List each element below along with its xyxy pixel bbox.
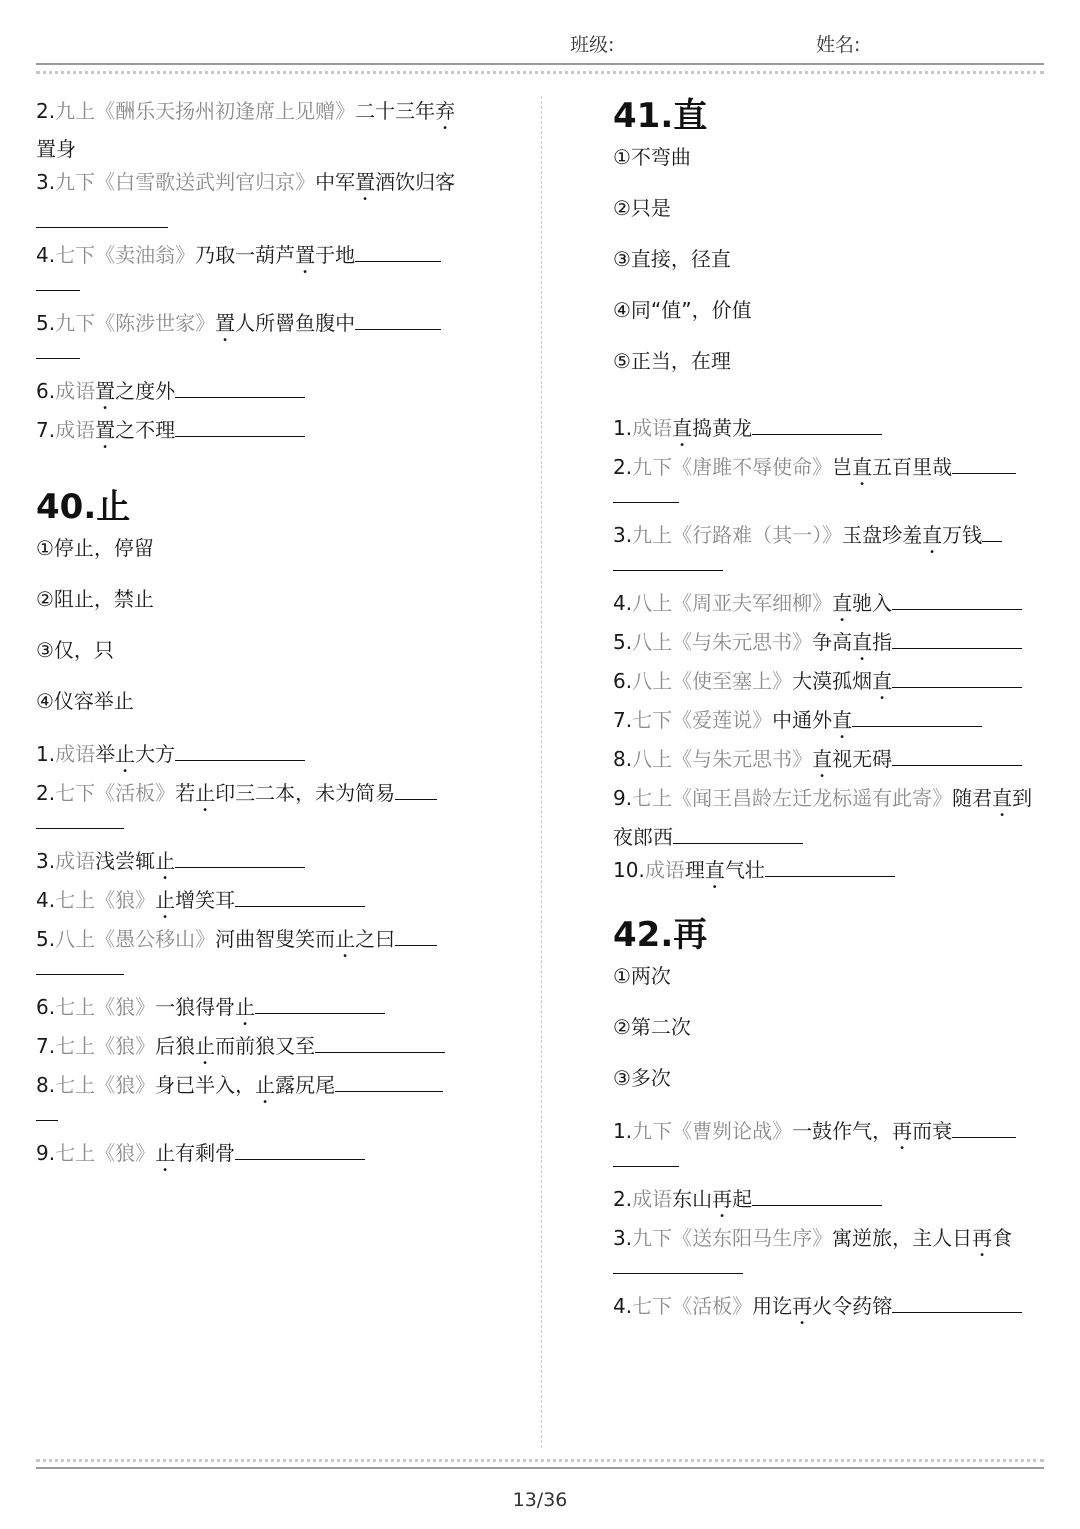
answer-blank[interactable] (395, 781, 437, 800)
right-column (613, 96, 1047, 1329)
page-header (36, 0, 1044, 78)
answer-blank-continued[interactable] (36, 1108, 58, 1121)
answer-blank[interactable] (752, 416, 882, 435)
question-item: 5.八上《愚公移山》河曲智叟笑而止之曰 (36, 923, 470, 962)
answer-blank[interactable] (255, 995, 385, 1014)
footer-rule (36, 1467, 1044, 1469)
answer-blank-continued[interactable] (36, 962, 124, 975)
answer-blank[interactable] (235, 1141, 365, 1160)
question-item: 2.九上《酬乐天扬州初逢席上见赠》二十三年弃置身 (36, 99, 456, 161)
header-dotted-rule (36, 71, 1044, 74)
answer-blank[interactable] (892, 591, 1022, 610)
answer-blank[interactable] (235, 888, 365, 907)
answer-blank[interactable] (355, 311, 441, 330)
answer-blank-continued[interactable] (36, 816, 124, 829)
sense-item: ③仅，只 (36, 637, 114, 662)
question-item: 4.七下《活板》用讫再火令药镕 (613, 1290, 1047, 1329)
section-title: 42.再 (613, 914, 708, 955)
sense-item: ④仪容举止 (36, 688, 134, 713)
answer-blank[interactable] (952, 455, 1016, 474)
sense-item: ②第二次 (613, 1014, 691, 1039)
answer-blank[interactable] (982, 523, 1002, 542)
answer-blank[interactable] (175, 379, 305, 398)
column-divider (541, 96, 542, 1448)
sense-item: ②只是 (613, 195, 671, 220)
question-item: 1.成语举止大方 (36, 738, 470, 777)
question-item: 6.八上《使至塞上》大漠孤烟直 (613, 665, 1047, 704)
sense-item: ②阻止，禁止 (36, 586, 154, 611)
question-item: 1.成语直捣黄龙 (613, 412, 1047, 451)
sense-item: ③直接，径直 (613, 246, 731, 271)
left-column (36, 96, 470, 1176)
answer-blank[interactable] (765, 858, 895, 877)
answer-blank-continued[interactable] (36, 346, 80, 359)
question-item: 7.七上《狼》后狼止而前狼又至 (36, 1030, 470, 1069)
question-item: 1.九下《曹刿论战》一鼓作气，再而衰 (613, 1115, 1047, 1154)
question-item: 5.九下《陈涉世家》置人所罾鱼腹中 (36, 307, 470, 346)
question-item: 8.八上《与朱元思书》直视无碍 (613, 743, 1047, 782)
answer-blank[interactable] (355, 243, 441, 262)
page-number: 13/36 (512, 1489, 568, 1511)
answer-blank[interactable] (175, 849, 305, 868)
question-item: 3.成语浅尝辄止 (36, 845, 470, 884)
header-rule (36, 63, 1044, 65)
answer-blank[interactable] (673, 825, 803, 844)
answer-blank-continued[interactable] (613, 490, 679, 503)
answer-blank-continued[interactable] (613, 558, 723, 571)
question-item: 7.七下《爱莲说》中通外直 (613, 704, 1047, 743)
question-item: 8.七上《狼》身已半入，止露尻尾 (36, 1069, 470, 1108)
question-item: 9.七上《狼》止有剩骨 (36, 1137, 470, 1176)
answer-blank[interactable] (852, 708, 982, 727)
answer-blank[interactable] (175, 742, 305, 761)
question-item: 4.八上《周亚夫军细柳》直驰入 (613, 587, 1047, 626)
question-item: 3.九下《白雪歌送武判官归京》中军置酒饮归客 (36, 166, 470, 237)
question-item: 6.成语置之度外 (36, 375, 470, 414)
sense-item: ③多次 (613, 1065, 671, 1090)
section-title: 41.直 (613, 96, 708, 136)
answer-blank[interactable] (36, 209, 168, 228)
answer-blank[interactable] (952, 1119, 1016, 1138)
question-item: 3.九下《送东阳马生序》寓逆旅，主人日再食 (613, 1225, 1013, 1250)
question-item: 3.九上《行路难（其一）》玉盘珍羞直万钱 (613, 519, 1047, 558)
answer-blank[interactable] (315, 1034, 445, 1053)
question-item: 9.七上《闻王昌龄左迁龙标遥有此寄》随君直到夜郎西 (613, 785, 1033, 849)
answer-blank[interactable] (752, 1187, 882, 1206)
question-item: 10.成语理直气壮 (613, 854, 1047, 893)
answer-blank[interactable] (892, 747, 1022, 766)
name-label: 姓名: (816, 34, 861, 56)
question-item: 5.八上《与朱元思书》争高直指 (613, 626, 1047, 665)
question-item: 4.七下《卖油翁》乃取一葫芦置于地 (36, 239, 470, 278)
answer-blank-continued[interactable] (613, 1154, 679, 1167)
answer-blank[interactable] (335, 1073, 443, 1092)
sense-item: ①不弯曲 (613, 144, 691, 169)
question-item: 4.七上《狼》止增笑耳 (36, 884, 470, 923)
question-item: 7.成语置之不理 (36, 414, 470, 453)
sense-item: ⑤正当，在理 (613, 348, 731, 373)
sense-item: ①两次 (613, 963, 671, 988)
question-item: 2.七下《活板》若止印三二本，未为简易 (36, 777, 470, 816)
answer-blank[interactable] (892, 630, 1022, 649)
answer-blank-continued[interactable] (36, 278, 80, 291)
answer-blank[interactable] (892, 669, 1022, 688)
sense-item: ④同“值”，价值 (613, 297, 752, 322)
answer-blank[interactable] (175, 418, 305, 437)
answer-blank[interactable] (395, 927, 437, 946)
sense-item: ①停止，停留 (36, 535, 154, 560)
question-item: 6.七上《狼》一狼得骨止 (36, 991, 470, 1030)
question-item: 2.九下《唐雎不辱使命》岂直五百里哉 (613, 451, 1047, 490)
class-label: 班级: (570, 34, 615, 56)
section-title: 40.止 (36, 487, 131, 527)
answer-blank[interactable] (892, 1294, 1022, 1313)
footer-dotted-rule (36, 1459, 1044, 1462)
question-item: 2.成语东山再起 (613, 1183, 1047, 1222)
answer-blank-continued[interactable] (613, 1261, 743, 1274)
